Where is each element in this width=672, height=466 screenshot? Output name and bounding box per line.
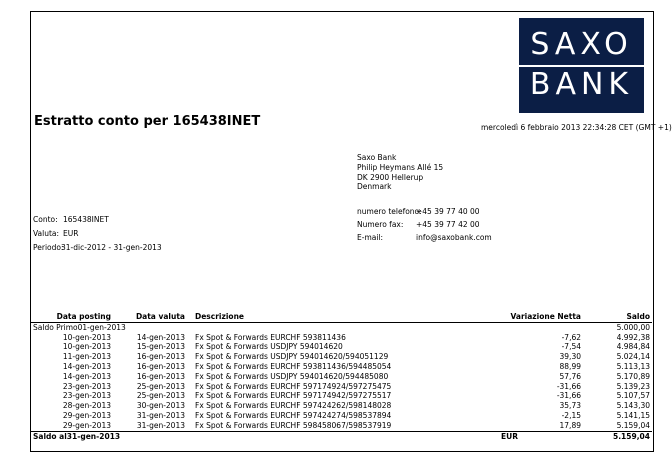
phone-value: +45 39 77 40 00 [416,207,480,216]
cell-saldo: 5.024,14 [616,352,650,362]
cell-descrizione: Fx Spot & Forwards EURCHF 597174924/597275475 [195,381,392,391]
cell-variazione-netta: -31,66 [556,381,581,391]
cell-saldo: 5.139,23 [616,381,650,391]
valuta-label: Valuta: [33,229,60,238]
cell-descrizione: Fx Spot & Forwards EURCHF 597424262/598148028 [195,401,392,411]
valuta-value: EUR [63,229,79,238]
cell-data-posting: 29-gen-2013 [62,410,111,420]
cell-variazione-netta: 17,89 [559,420,581,430]
logo-line-2: BANK [529,67,634,102]
cell-data-valuta: 15-gen-2013 [136,342,185,352]
cell-saldo: 5.141,15 [616,410,650,420]
table-row [31,391,652,401]
col-data-posting: Data posting [31,312,113,322]
periodo-value: 31-dic-2012 - 31-gen-2013 [61,243,162,252]
cell-data-valuta: 25-gen-2013 [136,381,185,391]
cell-variazione-netta: 39,30 [559,352,581,362]
email-label: E-mail: [357,233,384,242]
cell-data-posting: 14-gen-2013 [62,371,111,381]
cell-variazione-netta: 88,99 [559,361,581,371]
cell-saldo: 5.159,04 [616,420,650,430]
fax-label: Numero fax: [357,220,404,229]
cell-variazione-netta: -2,15 [561,410,581,420]
saxo-bank-logo [519,18,644,113]
cell-data-valuta: 25-gen-2013 [136,391,185,401]
cell-saldo: 4.992,38 [616,332,650,342]
bank-city: DK 2900 Hellerup [357,172,424,182]
table-row [31,342,652,352]
conto-label: Conto: [33,215,58,224]
cell-descrizione: Fx Spot & Forwards USDJPY 594014620 [195,342,343,352]
cell-variazione-netta: 57,76 [559,371,581,381]
col-data-valuta: Data valuta [113,312,187,322]
col-saldo: Saldo [583,312,652,322]
cell-variazione-netta: 35,73 [559,401,581,411]
table-row [31,421,652,431]
table-row [31,362,652,372]
cell-data-valuta: 31-gen-2013 [136,420,185,430]
cell-variazione-netta: -31,66 [556,391,581,401]
periodo-label: Periodo: [33,243,64,252]
opening-balance-label: Saldo Primo01-gen-2013 [33,322,126,332]
conto-value: 165438INET [63,215,109,224]
transactions-table [31,312,652,441]
col-descrizione: Descrizione [187,312,499,322]
cell-data-valuta: 31-gen-2013 [136,410,185,420]
cell-saldo: 5.107,57 [616,391,650,401]
cell-data-posting: 11-gen-2013 [62,352,111,362]
cell-data-valuta: 16-gen-2013 [136,361,185,371]
closing-balance-label: Saldo al31-gen-2013 [31,431,499,441]
cell-descrizione: Fx Spot & Forwards EURCHF 593811436 [195,332,346,342]
cell-data-valuta: 16-gen-2013 [136,371,185,381]
table-row [31,333,652,343]
email-value: info@saxobank.com [416,233,492,242]
cell-saldo: 5.143,30 [616,401,650,411]
table-row [31,411,652,421]
cell-data-posting: 23-gen-2013 [62,391,111,401]
cell-data-valuta: 30-gen-2013 [136,401,185,411]
fax-value: +45 39 77 42 00 [416,220,480,229]
statement-title: Estratto conto per 165438INET [34,114,261,129]
statement-datetime: mercoledì 6 febbraio 2013 22:34:28 CET (GMT +1) [481,123,672,132]
cell-saldo: 4.984,84 [616,342,650,352]
opening-balance-value: 5.000,00 [616,322,650,332]
cell-data-posting: 28-gen-2013 [62,401,111,411]
closing-balance-value: 5.159,04 [583,431,652,441]
bank-country: Denmark [357,182,392,192]
cell-data-posting: 23-gen-2013 [62,381,111,391]
bank-address [357,153,443,192]
cell-saldo: 5.170,89 [616,371,650,381]
bank-name: Saxo Bank [357,153,397,162]
cell-descrizione: Fx Spot & Forwards EURCHF 597424274/598537894 [195,410,392,420]
table-row [31,401,652,411]
cell-variazione-netta: -7,54 [561,342,581,352]
table-body [31,322,652,431]
cell-variazione-netta: -7,62 [561,332,581,342]
cell-descrizione: Fx Spot & Forwards EURCHF 597174942/597275517 [195,391,392,401]
logo-line-1: SAXO [530,27,633,62]
phone-label: numero telefono: [357,207,422,216]
table-row [31,372,652,382]
cell-data-posting: 10-gen-2013 [62,342,111,352]
cell-data-posting: 14-gen-2013 [62,361,111,371]
cell-descrizione: Fx Spot & Forwards EURCHF 593811436/594485054 [195,361,392,371]
table-row [31,352,652,362]
closing-currency: EUR [499,431,583,441]
table-row [31,382,652,392]
cell-descrizione: Fx Spot & Forwards USDJPY 594014620/594051129 [195,352,389,362]
col-variazione-netta: Variazione Netta [499,312,583,322]
cell-saldo: 5.113,13 [616,361,650,371]
cell-data-posting: 10-gen-2013 [62,332,111,342]
closing-balance-row [31,431,652,441]
cell-descrizione: Fx Spot & Forwards USDJPY 594014620/594485080 [195,371,389,381]
bank-street: Philip Heymans Allé 15 [357,162,444,172]
cell-data-posting: 29-gen-2013 [62,420,111,430]
cell-data-valuta: 16-gen-2013 [136,352,185,362]
cell-data-valuta: 14-gen-2013 [136,332,185,342]
table-header-row [31,312,652,322]
opening-balance-row [31,322,652,332]
cell-descrizione: Fx Spot & Forwards EURCHF 598458067/598537919 [195,420,392,430]
